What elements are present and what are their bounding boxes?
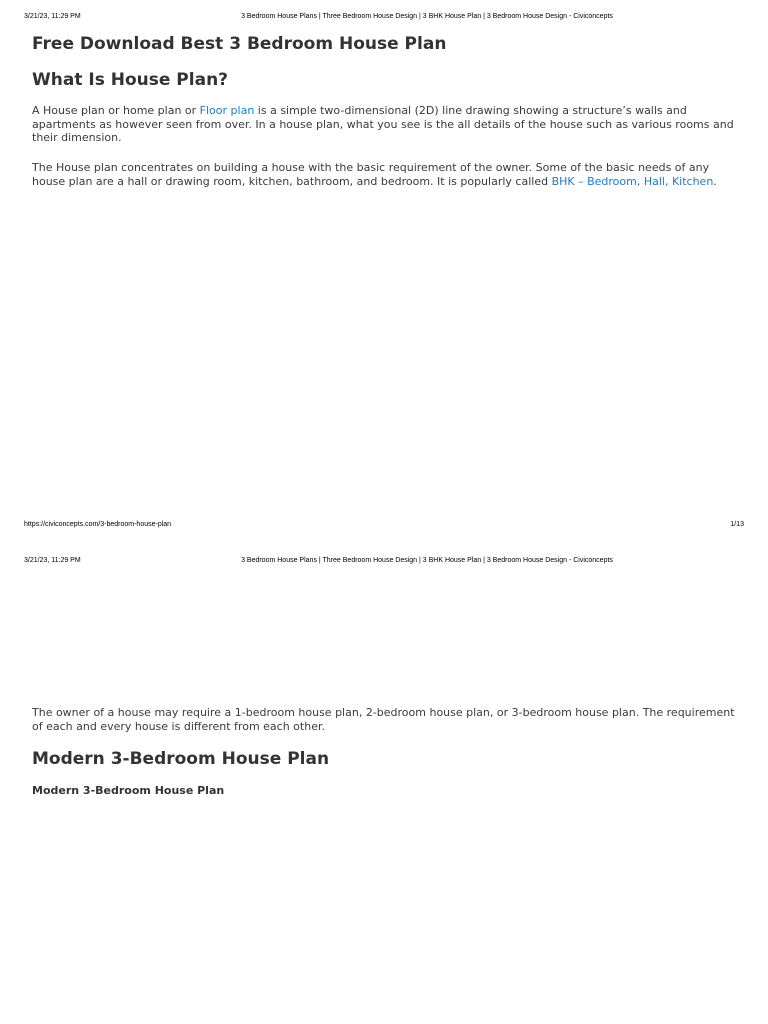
section-heading-what-is-house-plan: What Is House Plan? (32, 70, 229, 90)
floor-plan-link[interactable]: Floor plan (199, 104, 255, 117)
paragraph-text-start: The House plan concentrates on building a house with the basic requirement of the owner. Some of the basic needs of any house plan are a hall or drawing room, kitchen, bathroom, and bedroom. It is popularly called (32, 161, 710, 188)
paragraph-text (32, 161, 738, 188)
section-heading-modern-3-bedroom: Modern 3-Bedroom House Plan (32, 749, 330, 769)
print-header-datetime: 3/21/23, 11:29 PM (24, 13, 81, 20)
page-1-content (32, 34, 738, 54)
paragraph-house-plan-definition (32, 104, 738, 145)
paragraph-text-end: . (713, 174, 717, 188)
print-header-datetime: 3/21/23, 11:29 PM (24, 557, 81, 564)
subheading-modern-3-bedroom: Modern 3-Bedroom House Plan (32, 784, 225, 797)
bhk-link[interactable]: BHK – Bedroom, Hall, Kitchen (551, 174, 714, 188)
page-title: Free Download Best 3 Bedroom House Plan (32, 34, 447, 54)
print-header-title: 3 Bedroom House Plans | Three Bedroom House Design | 3 BHK House Plan | 3 Bedroom House Design - Civiconcepts (241, 557, 613, 564)
paragraph-text (32, 104, 738, 145)
paragraph-text: The owner of a house may require a 1-bedroom house plan, 2-bedroom house plan, or 3-bedroom house plan. The requirement of each and every house is different from each other. (32, 706, 735, 733)
print-header-title: 3 Bedroom House Plans | Three Bedroom House Design | 3 BHK House Plan | 3 Bedroom House Design - Civiconcepts (241, 13, 613, 20)
paragraph-house-plan-requirements (32, 161, 738, 188)
section-heading-wrapper (32, 70, 738, 90)
paragraph-text-end: is a simple two-dimensional (2D) line drawing showing a structure’s walls and apartments as however seen from over. In a house plan, what you see is the all details of the house such as various rooms and their dimension. (32, 104, 734, 144)
paragraph-house-requirements (32, 706, 738, 733)
print-footer-page-number: 1/13 (730, 521, 744, 528)
section-heading-wrapper (32, 749, 738, 769)
print-footer-url: https://civiconcepts.com/3-bedroom-house-plan (24, 521, 172, 528)
paragraph-text-start: A House plan or home plan or (32, 104, 200, 117)
subheading-wrapper (32, 784, 738, 797)
